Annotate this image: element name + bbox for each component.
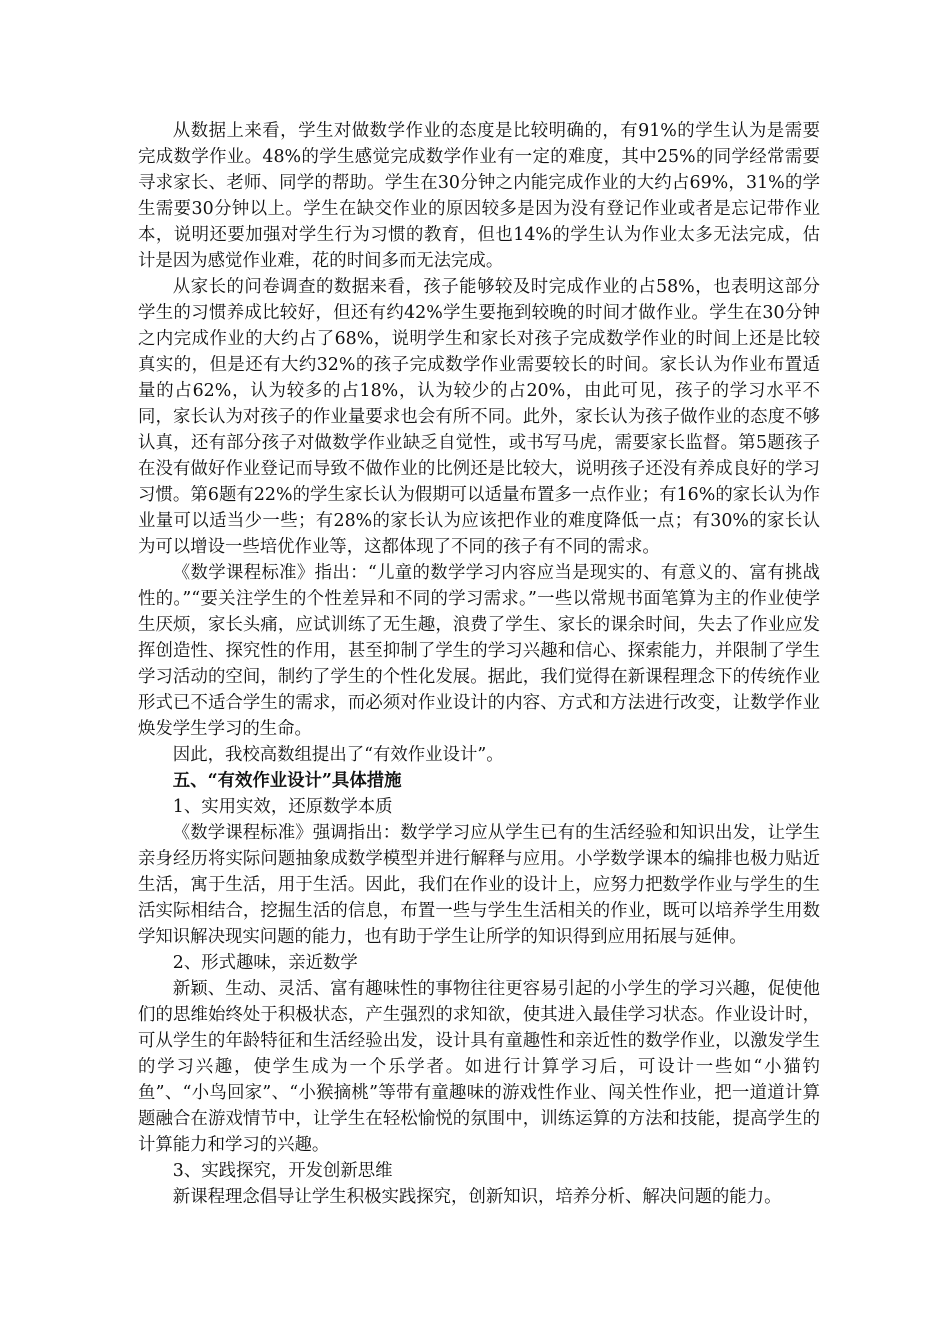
measure-1-text: 《数学课程标准》强调指出：数学学习应从学生已有的生活经验和知识出发，让学生亲身经历将实际问题抽象成数学模型并进行解释与应用。小学数学课本的编排也极力贴近生活，寓于生活，用于生活。因此，我们在作业的设计上，应努力把数学作业与学生的生活实际相结合，挖掘生活的信息，布置一些与学生生活相关的作业，既可以培养学生用数学知识解决现实问题的能力，也有助于学生让所学的知识得到应用拓展与延伸。: [138, 823, 820, 947]
measure-2-text: 新颖、生动、灵活、富有趣味性的事物往往更容易引起的小学生的学习兴趣，促使他们的思维始终处于积极状态，产生强烈的求知欲，使其进入最佳学习状态。作业设计时，可从学生的年龄特征和生活经验出发，设计具有童趣性和亲近性的数学作业，以激发学生的学习兴趣，使学生成为一个乐学者。如进行计算学习后，可设计一些如“小猫钓鱼”、“小鸟回家”、“小猴摘桃”等带有童趣味的游戏性作业、闯关性作业，把一道道计算题融合在游戏情节中，让学生在轻松愉悦的氛围中，训练运算的方法和技能，提高学生的计算能力和学习的兴趣。: [138, 979, 820, 1155]
measure-1-title: 1、实用实效，还原数学本质: [172, 797, 393, 817]
paragraph-parent-survey: 从家长的问卷调查的数据来看，孩子能够较及时完成作业的占58%，也表明这部分学生的习惯养成比较好，但还有约42%学生要拖到较晚的时间才做作业。学生在30分钟之内完成作业的大约占了68%，说明学生和家长对孩子完成数学作业的时间上还是比较真实的，但是还有大约32%的孩子完成数学作业需要较长的时间。家长认为作业布置适量的占62%，认为较多的占18%，认为较少的占20%，由此可见，孩子的学习水平不同，家长认为对孩子的作业量要求也会有所不同。此外，家长认为孩子做作业的态度不够认真，还有部分孩子对做数学作业缺乏自觉性，或书写马虎，需要家长监督。第5题孩子在没有做好作业登记而导致不做作业的比例还是比较大，说明孩子还没有养成良好的学习习惯。第6题有22%的学生家长认为假期可以适量布置多一点作业；有16%的家长认为作业量可以适当少一些；有28%的家长认为应该把作业的难度降低一点；有30%的家长认为可以增设一些培优作业等，这都体现了不同的孩子有不同的需求。: [138, 277, 820, 557]
measure-2-title: 2、形式趣味，亲近数学: [172, 953, 358, 973]
document-page: [138, 118, 820, 1210]
measure-3-title: 3、实践探究，开发创新思维: [172, 1161, 393, 1181]
paragraph-student-survey: 从数据上来看，学生对做数学作业的态度是比较明确的，有91%的学生认为是需要完成数学作业。48%的学生感觉完成数学作业有一定的难度，其中25%的同学经常需要寻求家长、老师、同学的帮助。学生在30分钟之内能完成作业的大约占69%，31%的学生需要30分钟以上。学生在缺交作业的原因较多是因为没有登记作业或者是忘记带作业本，说明还要加强对学生行为习惯的教育，但也14%的学生认为作业太多无法完成，估计是因为感觉作业难，花的时间多而无法完成。: [138, 121, 820, 271]
measure-3-text: 新课程理念倡导让学生积极实践探究，创新知识，培养分析、解决问题的能力。: [172, 1187, 782, 1207]
section-heading: 五、“有效作业设计”具体措施: [172, 771, 402, 791]
paragraph-curriculum-standard: 《数学课程标准》指出：“儿童的数学学习内容应当是现实的、有意义的、富有挑战性的。”“要关注学生的个性差异和不同的学习需求。”一些以常规书面笔算为主的作业使学生厌烦，家长头痛，应试训练了无生趣，浪费了学生、家长的课余时间，失去了作业应发挥创造性、探究性的作用，甚至抑制了学生的学习兴趣和信心、探索能力，并限制了学生学习活动的空间，制约了学生的个性化发展。据此，我们觉得在新课程理念下的传统作业形式已不适合学生的需求，而必须对作业设计的内容、方式和方法进行改变，让数学作业焕发学生学习的生命。: [138, 563, 820, 739]
paragraph-conclusion: 因此，我校高数组提出了“有效作业设计”。: [172, 745, 504, 765]
